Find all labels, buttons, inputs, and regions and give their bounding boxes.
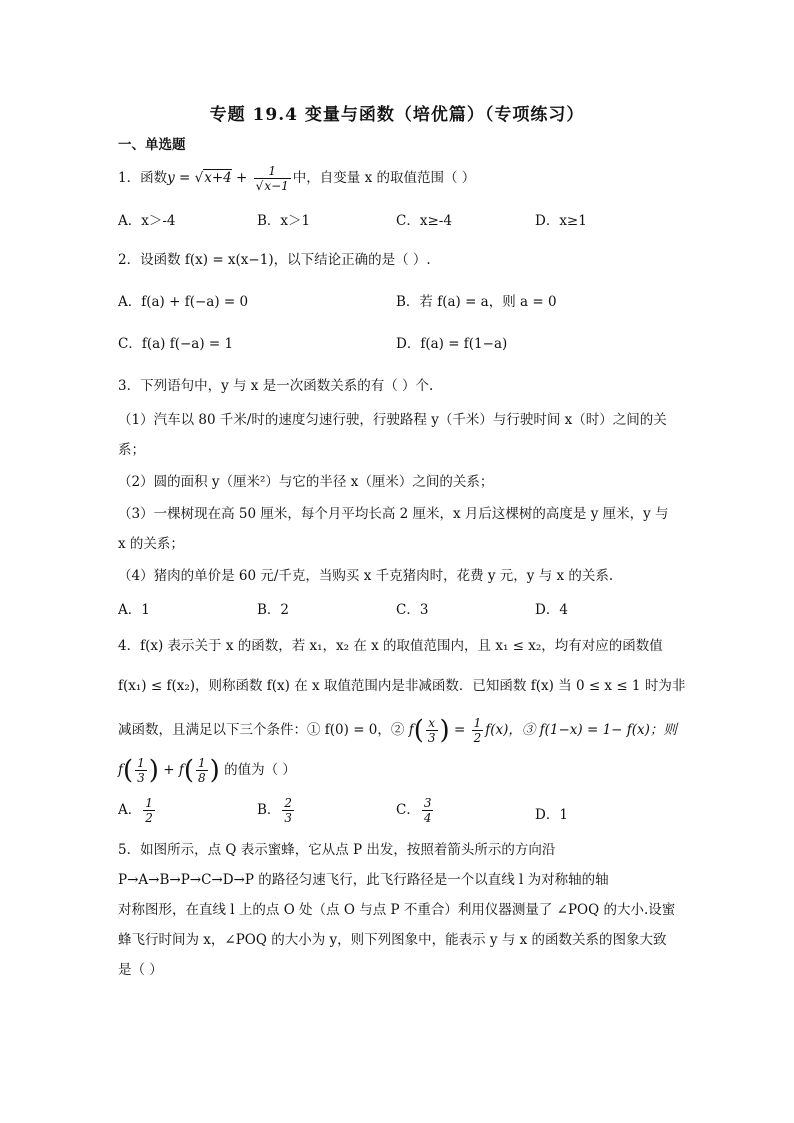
q3-item-2: （2）圆的面积 y（厘米²）与它的半径 x（厘米）之间的关系； <box>118 474 494 490</box>
q3-option-d: D．4 <box>535 602 568 618</box>
q4-option-d: D．1 <box>535 807 568 823</box>
question-5-line-4: 蜂飞行时间为 x，∠POQ 的大小为 y，则下列图象中，能表示 y 与 x 的函数关系的图象大致 <box>118 932 667 948</box>
q3-item-1-cont: 系； <box>118 442 145 458</box>
fraction: $\frac{1}{√x-1}$ <box>255 164 289 193</box>
q1-option-c: C．x≥-4 <box>396 213 452 229</box>
q3-option-c: C．3 <box>396 602 429 618</box>
question-4-line-2: f(x₁) ≤ f(x₂)，则称函数 f(x) 在 x 取值范围内是非减函数．已知函数 f(x) 当 0 ≤ x ≤ 1 时为非 <box>118 678 686 694</box>
section-heading: 一、单选题 <box>118 137 186 153</box>
q3-option-b: B．2 <box>257 602 290 618</box>
fraction: $\frac{1}{2}$ <box>473 716 482 745</box>
q3-item-3: （3）一棵树现在高 50 厘米，每个月平均长高 2 厘米，x 月后这棵树的高度是 y 厘米，y 与 <box>118 506 669 522</box>
q3-item-1: （1）汽车以 80 千米/时的速度匀速行驶，行驶路程 y（千米）与行驶时间 x（时）之间的关 <box>118 412 667 428</box>
q1-option-a: A．x＞-4 <box>118 213 176 229</box>
q3-item-4: （4）猪肉的单价是 60 元/千克，当购买 x 千克猪肉时，花费 y 元，y 与 x 的关系. <box>118 568 614 584</box>
q1-option-d: D．x≥1 <box>535 213 587 229</box>
question-5-line-2: P→A→B→P→C→D→P 的路径匀速飞行，此飞行路径是一个以直线 l 为对称轴的轴 <box>118 872 609 888</box>
question-4-line-4: f( $\frac{1}{3}$ ) + f( $\frac{1}{8}$ ) 的值为（ ） <box>118 755 296 786</box>
fraction: $\frac{3}{4}$ <box>423 796 432 825</box>
q4-option-c: C． $\frac{3}{4}$ <box>396 796 432 825</box>
sqrt-symbol: √ <box>194 170 204 186</box>
fraction: $\frac{1}{3}$ <box>137 756 145 785</box>
q3-option-a: A．1 <box>118 602 150 618</box>
question-5-line-1: 5．如图所示，点 Q 表示蜜蜂，它从点 P 出发，按照着箭头所示的方向沿 <box>118 842 556 858</box>
fraction: $\frac{2}{3}$ <box>284 796 293 825</box>
q4-option-a: A． $\frac{1}{2}$ <box>118 796 153 825</box>
question-4-line-3: 减函数，且满足以下三个条件：① f(0) = 0，② f( $\frac{x}{3}$ ) = $\frac{1}{2}$ f(x)，③ f(1−x) = 1− f(x)；则 <box>118 715 677 746</box>
q4-option-b: B． $\frac{2}{3}$ <box>257 796 293 825</box>
q2-option-d: D．f(a) = f(1−a) <box>396 336 508 352</box>
question-5-line-3: 对称图形，在直线 l 上的点 O 处（点 O 与点 P 不重合）利用仪器测量了 ∠POQ 的大小.设蜜 <box>118 902 676 918</box>
question-5-line-5: 是（ ） <box>118 962 163 978</box>
fraction: $\frac{1}{2}$ <box>145 796 153 825</box>
q2-option-c: C．f(a) f(−a) = 1 <box>118 336 234 352</box>
q2-option-b: B．若 f(a) = a，则 a = 0 <box>396 294 557 310</box>
page-title: 专题 19.4 变量与函数（培优篇）（专项练习） <box>209 105 585 125</box>
q3-item-3-cont: x 的关系； <box>118 536 184 552</box>
q2-option-a: A．f(a) + f(−a) = 0 <box>118 294 249 310</box>
q1-option-b: B．x＞1 <box>257 213 311 229</box>
question-1-stem: 1．函数y = √x+4 + $\frac{1}{√x-1}$ 中，自变量 x 的取值范围（ ） <box>118 164 476 193</box>
fraction: $\frac{x}{3}$ <box>427 716 436 745</box>
fraction: $\frac{1}{8}$ <box>198 756 206 785</box>
question-2-stem: 2．设函数 f(x) = x(x−1)，以下结论正确的是（ ）. <box>118 252 431 268</box>
question-4-line-1: 4．f(x) 表示关于 x 的函数，若 x₁，x₂ 在 x 的取值范围内，且 x₁ ≤ x₂，均有对应的函数值 <box>118 638 663 654</box>
question-3-stem: 3．下列语句中，y 与 x 是一次函数关系的有（ ）个. <box>118 378 434 394</box>
